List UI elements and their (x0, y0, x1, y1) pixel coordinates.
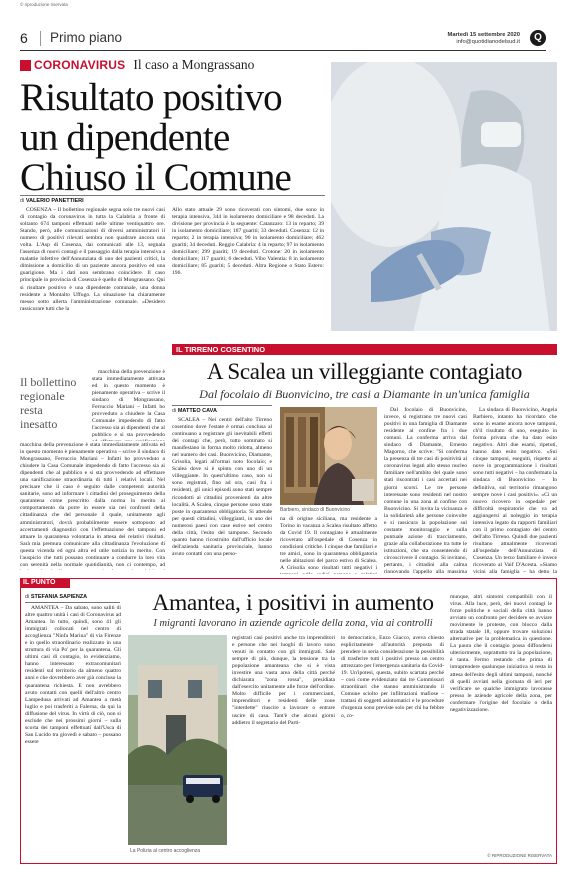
article3-byline-rule (25, 602, 120, 603)
article3-headline: Amantea, i positivi in aumento (152, 590, 434, 616)
quote-line-3: resta (20, 403, 43, 417)
article2-paragraph-4: La sindaca di Buonvicino, Angela Barbiero, intanto ha ricordato che sono in esame ancora nove tamponi, ch'il risultato di uno, eseguito in forma privata che ha dato esito negativo. Altri due esami, ripetuti, hanno dato esito negativo. «Sui cinque tamponi, eseguiti, rispetto ai nove in programmazione i risultati sono tutti negativi – ha confermato la sindaca di Buonvicino – In definitiva, sul territorio rimangono sempre nove i casi positivi». «Ci un nuovo ricovero in ospedale per difficoltà respiratorie che va ad aggiungersi al noleggio in terapia intensiva legato da rapporti familiari con il primo contagiato del centro dell'alto Tirreno. Quindi due pazienti risultano attualmente ricoverati all'ospedale dell'Annunziata di Cosenza. Un terzo familiare è invece ricoverato al Vaif D'Acesta. «Siamo vicini alla famiglia – ha detto la (473, 407, 557, 574)
article1-paragraph-a: COSENZA – Il bollettino regionale segna solo tre nuovi casi di contagio da coronavirus in tutta la Calabria a fronte di soltanto 674 tamponi effettuati nelle ultime ventiquattro ore. Stando, però, alle comunicazioni di diversi amministratori il numero di positivi rilevati sembra non quadrare ancora una volta. L'Asp di Cosenza, dai comunicati alle 13, segnala l'assenza di nuovi contagi e il passaggio dalla terapia intensiva a malattie infettive dell'Annunziata di uno dei pazienti critici, la dimissione a domicilio di un paziente ancora positivo ed una guarigione. Ma i dati non sembrano coincidere. Il caso principale in provincia di Cosenza è quello di Mongrassano. Qui si risultare positivo è una dipendente comunale, una donna residente a Montalto Uffugo. La situazione ha chiaramente messo sotto allerta l'amministrazione comunale. «Desidero rassicurare tutti che la (20, 207, 165, 312)
newspaper-logo: Q (530, 30, 546, 46)
article1-byline-rule (20, 195, 325, 196)
contact-email: info@quotidianodelsud.it (456, 39, 520, 45)
kicker-label: CORONAVIRUS (34, 58, 126, 72)
article3-byline (25, 594, 87, 600)
article2-col1 (172, 417, 272, 572)
byline-prefix: di (20, 198, 25, 204)
article2-paragraph-3: Dal focolaio di Buonvicino, invece, si registrano tre nuovi casi positivi in una famiglia di Diamante residente al confine fra i due comuni. La conferma arriva dal sindaco di Diamante, Ernesto Magorno, che scrive: "Si conferma la presenza di tre casi di positività al coronavirus legati allo stesso nucleo familiare nell'ambito del quale sono stati riscontrati i casi accertati nei giorni scorsi. Le tre persone interessate sono residenti nel nostro comune in una zona al confine con Buonvicino. Si invita la vicinanza e la solidarietà alle persone coinvolte e si rassicura la popolazione sul costante monitoraggio e sulla puntuale azione di tracciamento, grazie alla collaborazione tra tutte le istituzioni, che sta consentendo di circoscrivere il contagio. Si invitano, pertanto, i cittadini alla calma rinnovando l'appello alla massima (384, 407, 467, 574)
article1-kicker (20, 57, 254, 73)
byline-prefix: di (172, 408, 177, 414)
article1-paragraph-b-side: macchina della prevenzione è stata immediatamente attivata ed in questo momento è pienamente operativa – scrive il sindaco di Mongrassano, Ferruccio Mariani – Infatti ho provveduto a chiudere la Casa Comunale impedendo di fatto l'accesso sia ai dipendenti che al pubblico e si sta provvedendo (92, 369, 165, 439)
article2-section-label: IL TIRRENO COSENTINO (172, 344, 557, 355)
mayor-photo-caption: Barbiero, sindaco di Buonvicino (280, 507, 351, 513)
article2-headline: A Scalea un villeggiante contagiato (206, 359, 523, 384)
header-divider (40, 31, 41, 46)
article3-paragraph-2: registrati casi positivi anche tra imprenditori e persone che nei luoghi di lavoro sono venuti in contatto con gli immigrati. Sale sempre di più, dunque, la tensione tra la popolazione amanteana che si è vista investire una vasta area della città perché dichiarata "zona rossa", presidiata dall'esercito unitamente alle forze dell'ordine. Molto difficile per i commercianti, imprenditori e residenti delle zone "interdette" riuscire a lavorare o entrare uscire di casa. Tant'è che alcuni giorni addietro il segretario del Parti- (232, 635, 335, 726)
quote-line-1: Il bollettino (20, 375, 77, 389)
police-photo (128, 635, 227, 845)
article3-col2 (232, 635, 335, 860)
kicker-square-icon (20, 60, 31, 71)
article2-col2 (280, 516, 377, 574)
copyright-notice: © riproduzione riservata (20, 2, 68, 7)
article3-subheadline: I migranti lavorano in aziende agricole della zona, via ai controlli (153, 618, 433, 629)
article1-headline (20, 78, 320, 198)
article1-paragraph-c: Allo stato attuale 29 sono ricoverati con sintomi, due sono in terapia intensiva, 344 in isolamento domiciliare e 98 deceduti. La divisione per provincia è la seguente: Catanzaro: 13 in reparto; 39 in isolamento domiciliare; 187 guariti; 33 deceduti. Cosenza: 12 in reparto; 2 in terapia intensiva; 90 in isolamento domiciliare; 462 guariti; 34 deceduti. Reggio Calabria: 4 in reparto; 97 in isolamento domiciliare; 299 guariti; 19 deceduti. Crotone: 20 in isolamento domiciliare; 117 guariti; 6 deceduti. Vibo Valentia: 8 in isolamento domiciliare; 85 guariti; 5 deceduti. Altra Regione o Stato Estero: 196. (172, 207, 324, 277)
police-scene-illustration (128, 635, 227, 845)
article2-byline-rule (172, 405, 272, 406)
article2-byline (172, 408, 217, 414)
article1-col2 (172, 207, 324, 340)
header-rule (20, 50, 546, 51)
lab-worker-illustration (331, 62, 557, 331)
publication-date: Martedì 15 settembre 2020 (447, 32, 520, 38)
article1-col1-bottom (20, 442, 165, 570)
police-photo-caption: La Polizia al centro accoglienza (130, 848, 201, 854)
article3-section-label: IL PUNTO (20, 578, 70, 588)
quote-line-2: regionale (20, 389, 65, 403)
article1-col1-top (20, 207, 165, 367)
byline-prefix: di (25, 594, 30, 600)
mayor-photo (280, 407, 377, 505)
page-number: 6 (20, 30, 28, 46)
article2-paragraph-1: SCALEA – Nei centri dell'alto Tirreno cosentino dove l'estate è ormai conclusa al continuano a registrare gli inevitabili effetti dei contagi che, però, tutto sommato si manifestano in forma molto ridotta, almeno nel numero dei casi. Buonvicino, Diamante, Grisolia, legati all'ormai noto focolaio; e Scalea dove si è spinto con uno di un villeggiante. In quest'ultimo caso, non si sono registrati, fino ad ora, casi fra i residenti, gli unici episodi sono stati sempre ricondotti ai cittadini provenienti da altre località. A Scalea, cinque persone sono state poste in quarantena obbligatoria. Si attende per questi cittadini, villeggianti, in uno dei numerosi paesi con case estive nel centro della città, l'esito del tampone. Secondo quanto hanno ricostruito dall'ufficio locale dell'azienda sanitaria provinciale, hanno avuto contatti con una perso- (172, 417, 272, 557)
headline-line-1: Risultato positivo (20, 76, 282, 119)
article3-paragraph-3: to democratico, Enzo Giacco, aveva chiesto esplicitamente all'autorità preposta di prendere in seria considerazione la possibilità di trasferire tutti i positivi presso un centro attrezzato per l'emergenza sanitaria da Covid-19. Un'ipotesi, questa, subito scartata perché – così come evidenziato dai tre Commissari straordinari che stanno amministrando il Comune sciolto per infiltrazioni mafiose – trattasi di soggetti asintomatici e le procedure d'urgenza sono previste solo per chi ha febbre o, co- (341, 635, 444, 719)
article3-col4 (450, 594, 552, 852)
article2-subheadline: Dal focolaio di Buonvicino, tre casi a Diamante in un'unica famiglia (199, 387, 530, 401)
headline-line-2: un dipendente (20, 116, 230, 159)
article3-col3 (341, 635, 444, 860)
byline-author: VALERIO PANETTIERI (25, 198, 84, 204)
byline-author: MATTEO CAVA (177, 408, 217, 414)
article1-col1-side (92, 369, 165, 441)
article2-col4 (473, 407, 557, 574)
byline-author: STEFANIA SAPIENZA (30, 594, 88, 600)
article2-paragraph-2: na di origine siciliana, ma residente a Torino in vacanza a Scalea risultato affetto da Covid 19. Il contagiato è attualmente ricoverato all'ospedale di Cosenza in condizioni critiche. I cinque due familiari e tre amici, sono in quarantena obbligatoria nelle abitazioni del parco estivo di Scalea. A Grisolia sono risultati tutti negativi i (280, 516, 377, 572)
quote-line-4: inesatto (20, 417, 58, 431)
header-info (448, 32, 521, 46)
article1-byline (20, 198, 84, 204)
article3-paragraph-1: AMANTEA – Da sabato, sono saliti di altre quattro unità i casi di Coronavirus ad Amantea. In tutto, quindi, sono 41 gli immigrati collocati nel centro di accoglienza "Ninfa Marina" di via Firenze e in quello straordinario realizzato in una struttura di via Po' per la quarantena. Gli ultimi casi di contagio, lo evidenziamo, hanno interessato extracomunitari residenti sul territorio da almeno quattro anni e che dovrebbero aver già concluso la quarantena richiesta. E non avrebbero avuto contatti con quelli dell'altro centro Lampedusa arrivati ad Amantea a metà luglio e poi trasferiti a Falerna, da qui la diffusione del virus. In virtù di ciò, non si esclude che nei prossimi giorni – sulla scorta dei tamponi effettuati dall'Usca di San Lucido tra giovedì e sabato – possano essere (25, 605, 121, 745)
mayor-portrait-illustration (280, 407, 377, 505)
kicker-subtitle: Il caso a Mongrassano (133, 57, 255, 72)
headline-line-3: Chiuso il Comune (20, 156, 292, 199)
section-title: Primo piano (50, 30, 123, 45)
sidebar-quote (20, 375, 86, 431)
article3-copyright: © RIPRODUZIONE RISERVATA (487, 853, 552, 858)
article3-paragraph-4: munque, altri sintomi compatibili con il virus. Alla luce, però, dei nuovi contagi le forze politiche e sociali della città hanno avviato un confronto per decidere se avviare movimente le proteste, con blocco dalla strada statale 18, oppure trovare soluzioni alternative per la problematica in questione. La paura che il contagio possa diffondersi ulteriormente, soprattutto tra la popolazione, è tanta. Fermo restando che prima di intraprendere qualunque iniziativa si resta in attesa dell'esito degli ultimi tamponi, nonché di quelli avviati nella giornata di ieri per verificare se qualche immigrato lavorasse presso le aziende agricole della zona, per confermare l'origine del focolaio o della negativizzazione. (450, 594, 552, 713)
article2-col3 (384, 407, 467, 574)
article1-paragraph-b: macchina della prevenzione è stata immediatamente attivata ed in questo momento è pienamente operativa – scrive il sindaco di Mongrassano, Ferruccio Mariani – Infatti ho provveduto a chiudere la Casa Comunale impedendo di fatto l'accesso sia ai dipendenti che al pubblico e si sta provvedendo ad effettuare una sanificazione straordinaria di tutti i relativi locali. Nel precisare che il caso è seguito dalle competenti autorità sanitarie, sono ad informare i cittadini del proseguimento della quarantena come prescritto dalla norma in merito al comportamento da porre in essere sia nei confronti della cittadinanza che del personale il quale, unitamente agli amministratori, dovrà probabilmente essere sottoposto ad accertamenti diagnostici con l'effettuazione dei tamponi ed attuare la quarantena volontaria in attesa dei relativi risultati. Sarà mia premura comunicare alla cittadinanza l'evoluzione di questa vicenda ed ogni altra ed utile notizia in merito. Con l'auspicio che tutti possano continuare a condurre la loro vita con serenità nella normale quotidianità, non ci contempo, ad (20, 442, 165, 568)
lab-photo (331, 62, 557, 331)
article3-col1 (25, 605, 121, 860)
